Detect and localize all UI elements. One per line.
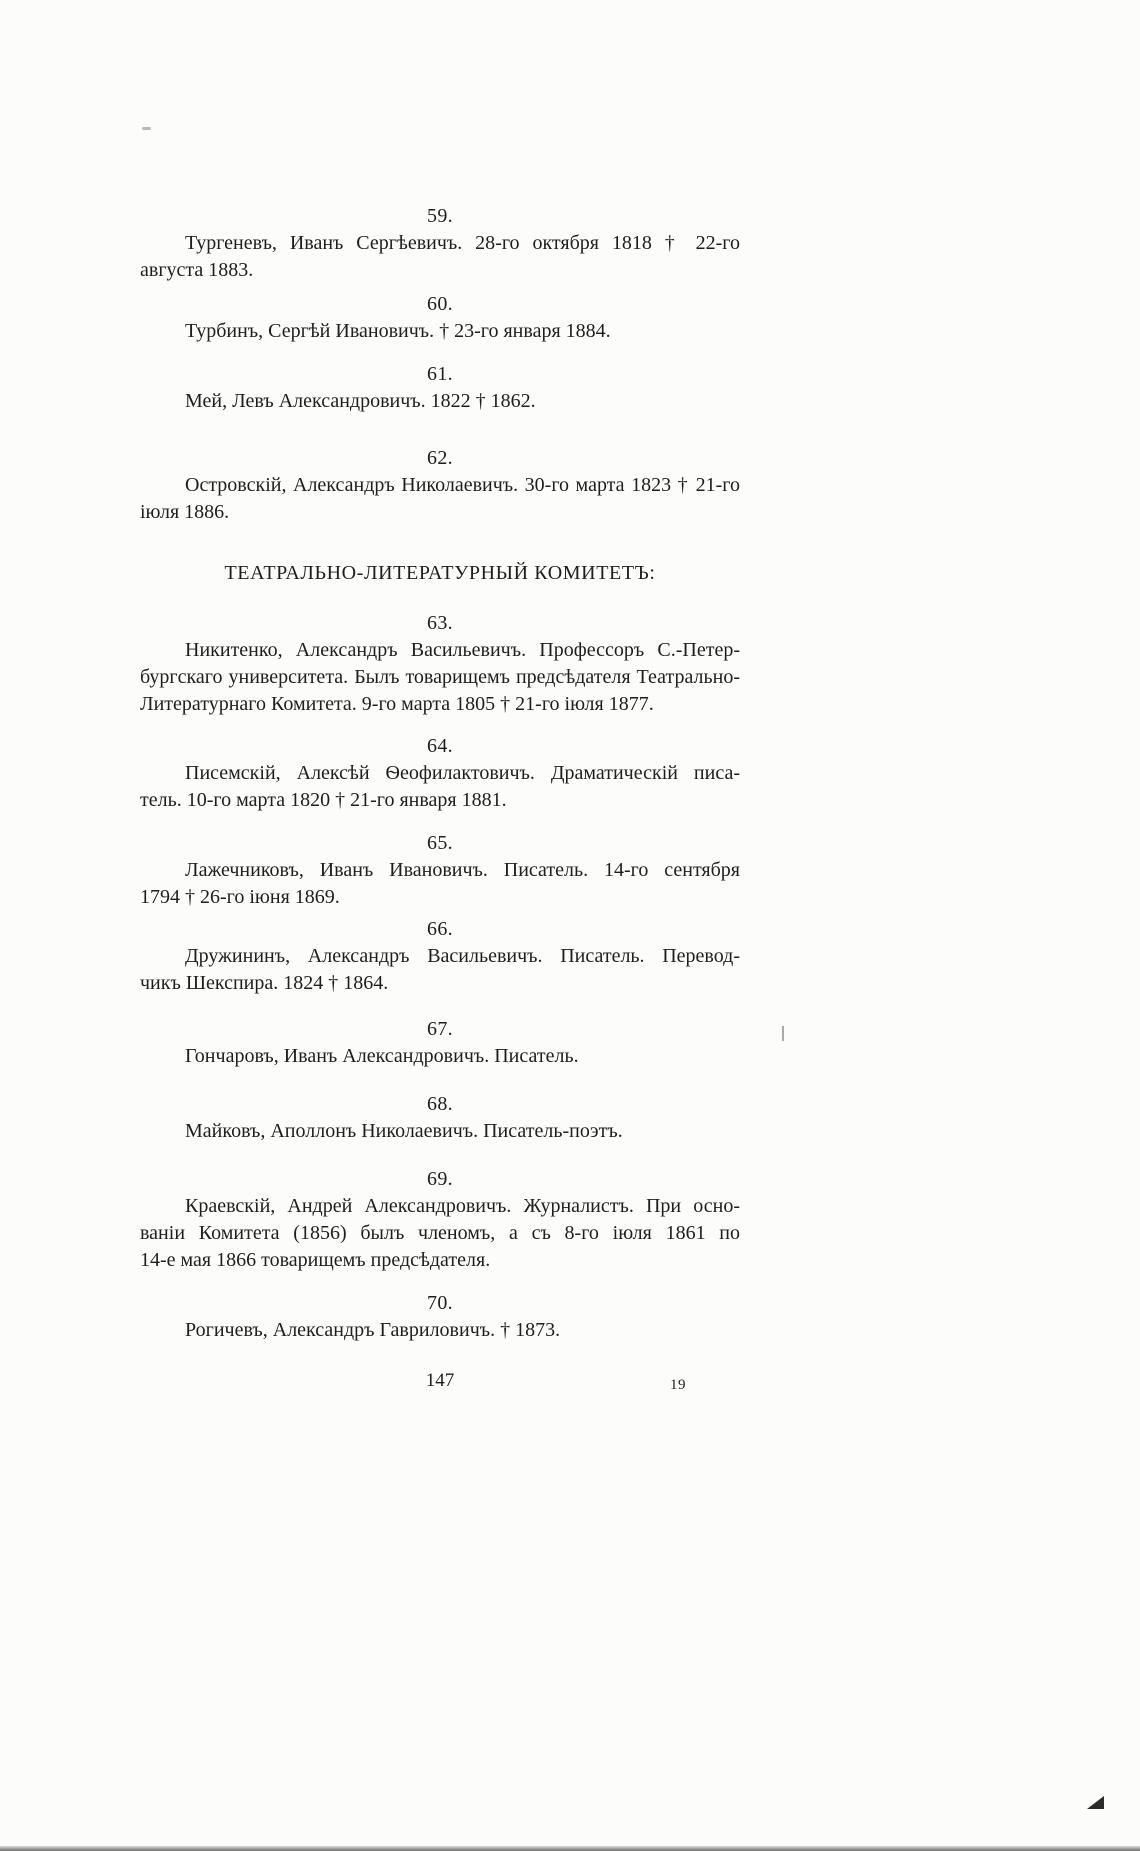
entry	[140, 361, 740, 415]
entry	[140, 916, 740, 997]
entry-line: Майковъ, Аполлонъ Николаевичъ. Писатель-поэтъ.	[185, 1120, 623, 1142]
entry-number: 62.	[427, 447, 453, 469]
entry	[140, 733, 740, 814]
entry-line: Гончаровъ, Иванъ Александровичъ. Писатель.	[185, 1045, 579, 1067]
entry-number: 70.	[427, 1292, 453, 1314]
entry-line: ваніи Комитета (1856) былъ членомъ, а съ 8-го іюля 1861 по	[140, 1222, 740, 1244]
entry-number: 59.	[427, 205, 453, 227]
entry-number: 68.	[427, 1093, 453, 1115]
entry-number: 60.	[427, 293, 453, 315]
entry-line: чикъ Шекспира. 1824 † 1864.	[140, 972, 389, 994]
entry-line: Краевскій, Андрей Александровичъ. Журналистъ. При осно-	[185, 1195, 740, 1217]
entry-line: тель. 10-го марта 1820 † 21-го января 1881.	[140, 789, 507, 811]
entry-line: бургскаго университета. Былъ товарищемъ предсѣдателя Театрально-	[140, 666, 740, 688]
entry	[140, 291, 740, 345]
entry-line: іюля 1886.	[140, 501, 230, 523]
entry-line: 14-е мая 1866 товарищемъ предсѣдателя.	[140, 1249, 491, 1271]
entry	[140, 1016, 740, 1070]
entry-line: Никитенко, Александръ Васильевичъ. Профессоръ С.-Петер-	[185, 639, 740, 661]
entry-line: Тургеневъ, Иванъ Сергѣевичъ. 28-го октября 1818 † 22-го	[185, 232, 740, 254]
entry-line: Писемскій, Алексѣй Ѳеофилактовичъ. Драматическій писа-	[185, 762, 740, 784]
entry-line: Островскій, Александръ Николаевичъ. 30-го марта 1823 † 21-го	[185, 474, 740, 496]
entry	[140, 830, 740, 911]
entry-line: Дружининъ, Александръ Васильевичъ. Писатель. Перевод-	[185, 945, 740, 967]
entry-line: Литературнаго Комитета. 9-го марта 1805 † 21-го іюля 1877.	[140, 693, 654, 715]
entry	[140, 445, 740, 526]
entry	[140, 1091, 740, 1145]
page-number: 147	[425, 1370, 455, 1391]
entry-number: 61.	[427, 363, 453, 385]
entry-number: 67.	[427, 1018, 453, 1040]
entry-line: августа 1883.	[140, 259, 254, 281]
scan-speck-icon	[142, 127, 151, 130]
scan-speck-icon	[782, 1026, 784, 1041]
entry-line: Турбинъ, Сергѣй Ивановичъ. † 23-го января 1884.	[185, 320, 611, 342]
entry-number: 66.	[427, 918, 453, 940]
entry-line: Мей, Левъ Александровичъ. 1822 † 1862.	[185, 390, 536, 412]
entry	[140, 610, 740, 718]
entry-number: 63.	[427, 612, 453, 634]
page-footer	[140, 1367, 740, 1394]
entry-line: Рогичевъ, Александръ Гавриловичъ. † 1873.	[185, 1319, 561, 1341]
section-heading: ТЕАТРАЛЬНО-ЛИТЕРАТУРНЫЙ КОМИТЕТЪ:	[224, 562, 656, 584]
entry	[140, 203, 740, 284]
entry-line: Лажечниковъ, Иванъ Ивановичъ. Писатель. 14-го сентября	[185, 859, 740, 881]
entry-number: 69.	[427, 1168, 453, 1190]
entry	[140, 1166, 740, 1274]
entry	[140, 1290, 740, 1344]
entry-number: 64.	[427, 735, 453, 757]
signature-number: 19	[670, 1377, 686, 1393]
scan-corner-artifact	[1087, 1796, 1104, 1809]
text-block	[140, 203, 740, 1394]
entry-line: 1794 † 26-го іюня 1869.	[140, 886, 340, 908]
scan-bottom-edge	[0, 1846, 1140, 1851]
entry-number: 65.	[427, 832, 453, 854]
